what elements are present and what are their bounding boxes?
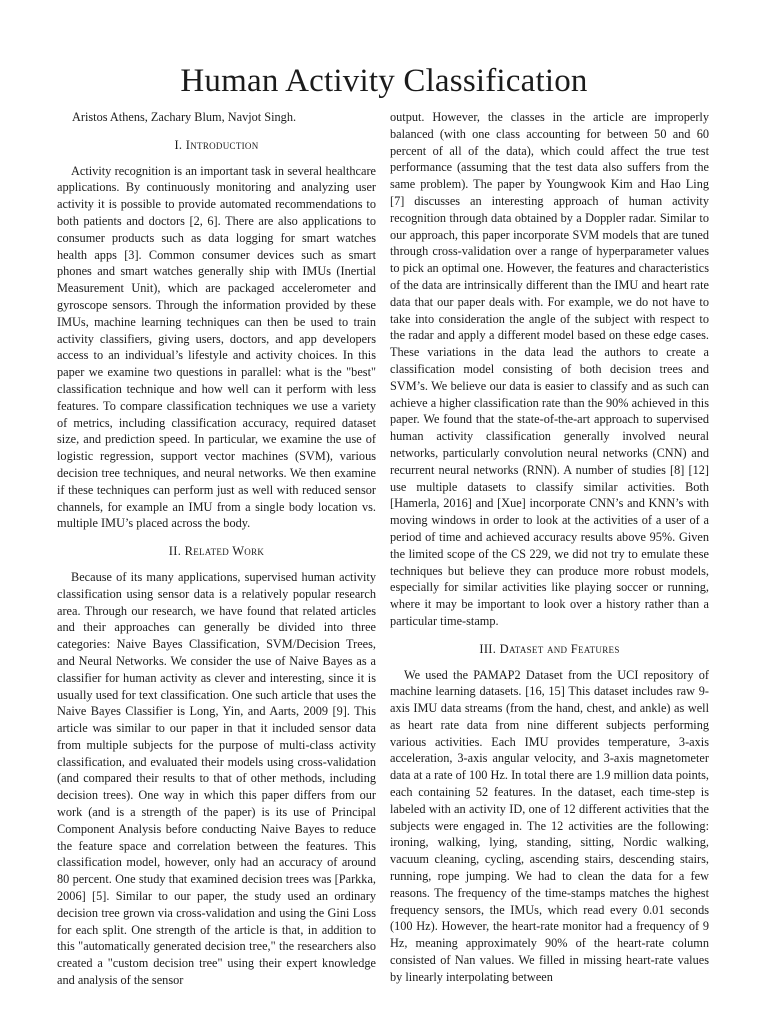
introduction-paragraph: Activity recognition is an important task in several healthcare applications. By continuously monitoring and analyzing user activity it is possible to provide automated recommendations to both patients and doctors [2, 6]. There are also applications to consumer products such as data logging for smart watches health apps [3]. Common consumer devices such as smart phones and smart watches generally ship with IMUs (Inertial Measurement Unit), which are packaged accelerometer and gyroscope sensors. Through the information provided by these IMUs, machine learning techniques can then be used to train activity classifiers, giving users, doctors, and app developers access to an individual’s lifestyle and activity choices. In this paper we examine two questions in parallel: what is the "best" classification technique and how well can it perform with less features. To compare classification techniques we use a variety of metrics, including classification accuracy, required dataset size, and prediction speed. In particular, we examine the use of logistic regression, support vector machines (SVM), various decision tree techniques, and neural networks. We then examine if these techniques can perform just as well with reduced sensor channels, for example an IMU from a single body location vs. multiple IMU’s placed across the body.	[57, 163, 376, 531]
section-heading-related-work: II. Related Work	[168, 544, 265, 559]
left-column	[57, 109, 376, 989]
section-heading-introduction: I. Introduction	[174, 137, 259, 152]
related-work-paragraph-part1: Because of its many applications, supervised human activity classification using sensor data is a relatively popular research area. Through our research, we have found that related articles and their approaches can generally be divided into three categories: Naive Bayes Classification, SVM/Decision Trees, and Neural Networks. We consider the use of Naive Bayes as a classifier for human activity as clever and interesting, since it is usually used for text classification. One such article that uses the Naive Bayes Classifier is Long, Yin, and Aarts, 2009 [9]. This article was similar to our paper in that it included sensor data from multiple subjects for the purpose of multi-class activity classification, and evaluated their models using cross-validation (and compared their results to that of other methods, including decision trees). One way in which this paper differs from our work (and is a strength of the paper) is its use of Principal Component Analysis before conducting Naive Bayes to reduce the feature space and correlation between the features. This classification model, however, only had an accuracy of around 80 percent. One study that examined decision trees was [Parkka, 2006] [5]. Similar to our paper, the study used an ordinary decision tree grown via cross-validation and using the Gini Loss for each split. One strength of the article is that, in addition to this "automatically generated decision tree," the researchers also created a "custom decision tree" using their expert knowledge and analysis of the sensor	[57, 569, 376, 988]
dataset-paragraph: We used the PAMAP2 Dataset from the UCI repository of machine learning datasets. [16, 15] This dataset includes raw 9-axis IMU data streams (from the hand, chest, and ankle) as well as heart rate data from nine different subjects performing various activities. Each IMU provides temperature, 3-axis acceleration, 3-axis angular velocity, and 3-axis magnetometer data at a rate of 100 Hz. In total there are 1.9 million data points, each containing 52 features. In the dataset, each time-step is labeled with an activity ID, one of 12 different activities that the subjects were engaged in. The 12 activities are the following: ironing, walking, lying, standing, sitting, Nordic walking, vacuum cleaning, cycling, ascending stairs, descending stairs, running, rope jumping. We had to clean the data for a few reasons. The frequency of the time-stamps matches the highest frequency sensors, the IMUs, which read every 0.01 seconds (100 Hz). However, the heart-rate monitor had a frequency of 9 Hz, meaning approximately 90% of the heart-rate column consisted of Nan values. We filled in missing heart-rate values by linearly interpolating between	[390, 667, 709, 984]
related-work-paragraph-part2: output. However, the classes in the article are improperly balanced (with one class accounting for between 50 and 60 percent of all of the data), which could affect the true test performance (assuming that the test data also suffers from the same problem). The paper by Youngwook Kim and Hao Ling [7] discusses an interesting approach of human activity recognition through data obtained by a Doppler radar. Similar to our approach, this paper incorporate SVM models that are tuned through cross-validation over a range of hyperparameter values to pick an optimal one. However, the features and characteristics of the data are intrinsically different than the IMU and heart rate data that our paper deals with. For example, we do not have to take into consideration the angle of the subject with respect to the radar and apply a different model based on these edge cases. These variations in the data lead the authors to create a classification model consisting of both decision trees and SVM’s. We believe our data is easier to classify and as such can achieve a higher classification rate than the 90% achieved in this paper. We found that the state-of-the-art approach to supervised human activity classification generally involved neural networks, particularly convolution neural networks (CNN) and recurrent neural networks (RNN). A number of studies [8] [12] use multiple datasets to classify similar activities. Both [Hamerla, 2016] and [Xue] incorporate CNN’s and KNN’s with moving windows in order to look at the activities of a user of a period of time and achieved accuracy results above 95%. Given the limited scope of the CS 229, we did not try to emulate these techniques but believe they can produce more robust models, especially for similar activities like playing soccer or running, where it may be important to look over a history rather than a particular time-stamp.	[390, 110, 709, 628]
author-list: Aristos Athens, Zachary Blum, Navjot Singh.	[72, 110, 297, 124]
right-column	[390, 109, 709, 986]
section-heading-dataset-features: III. Dataset and Features	[479, 641, 620, 656]
paper-title: Human Activity Classification	[180, 63, 588, 99]
